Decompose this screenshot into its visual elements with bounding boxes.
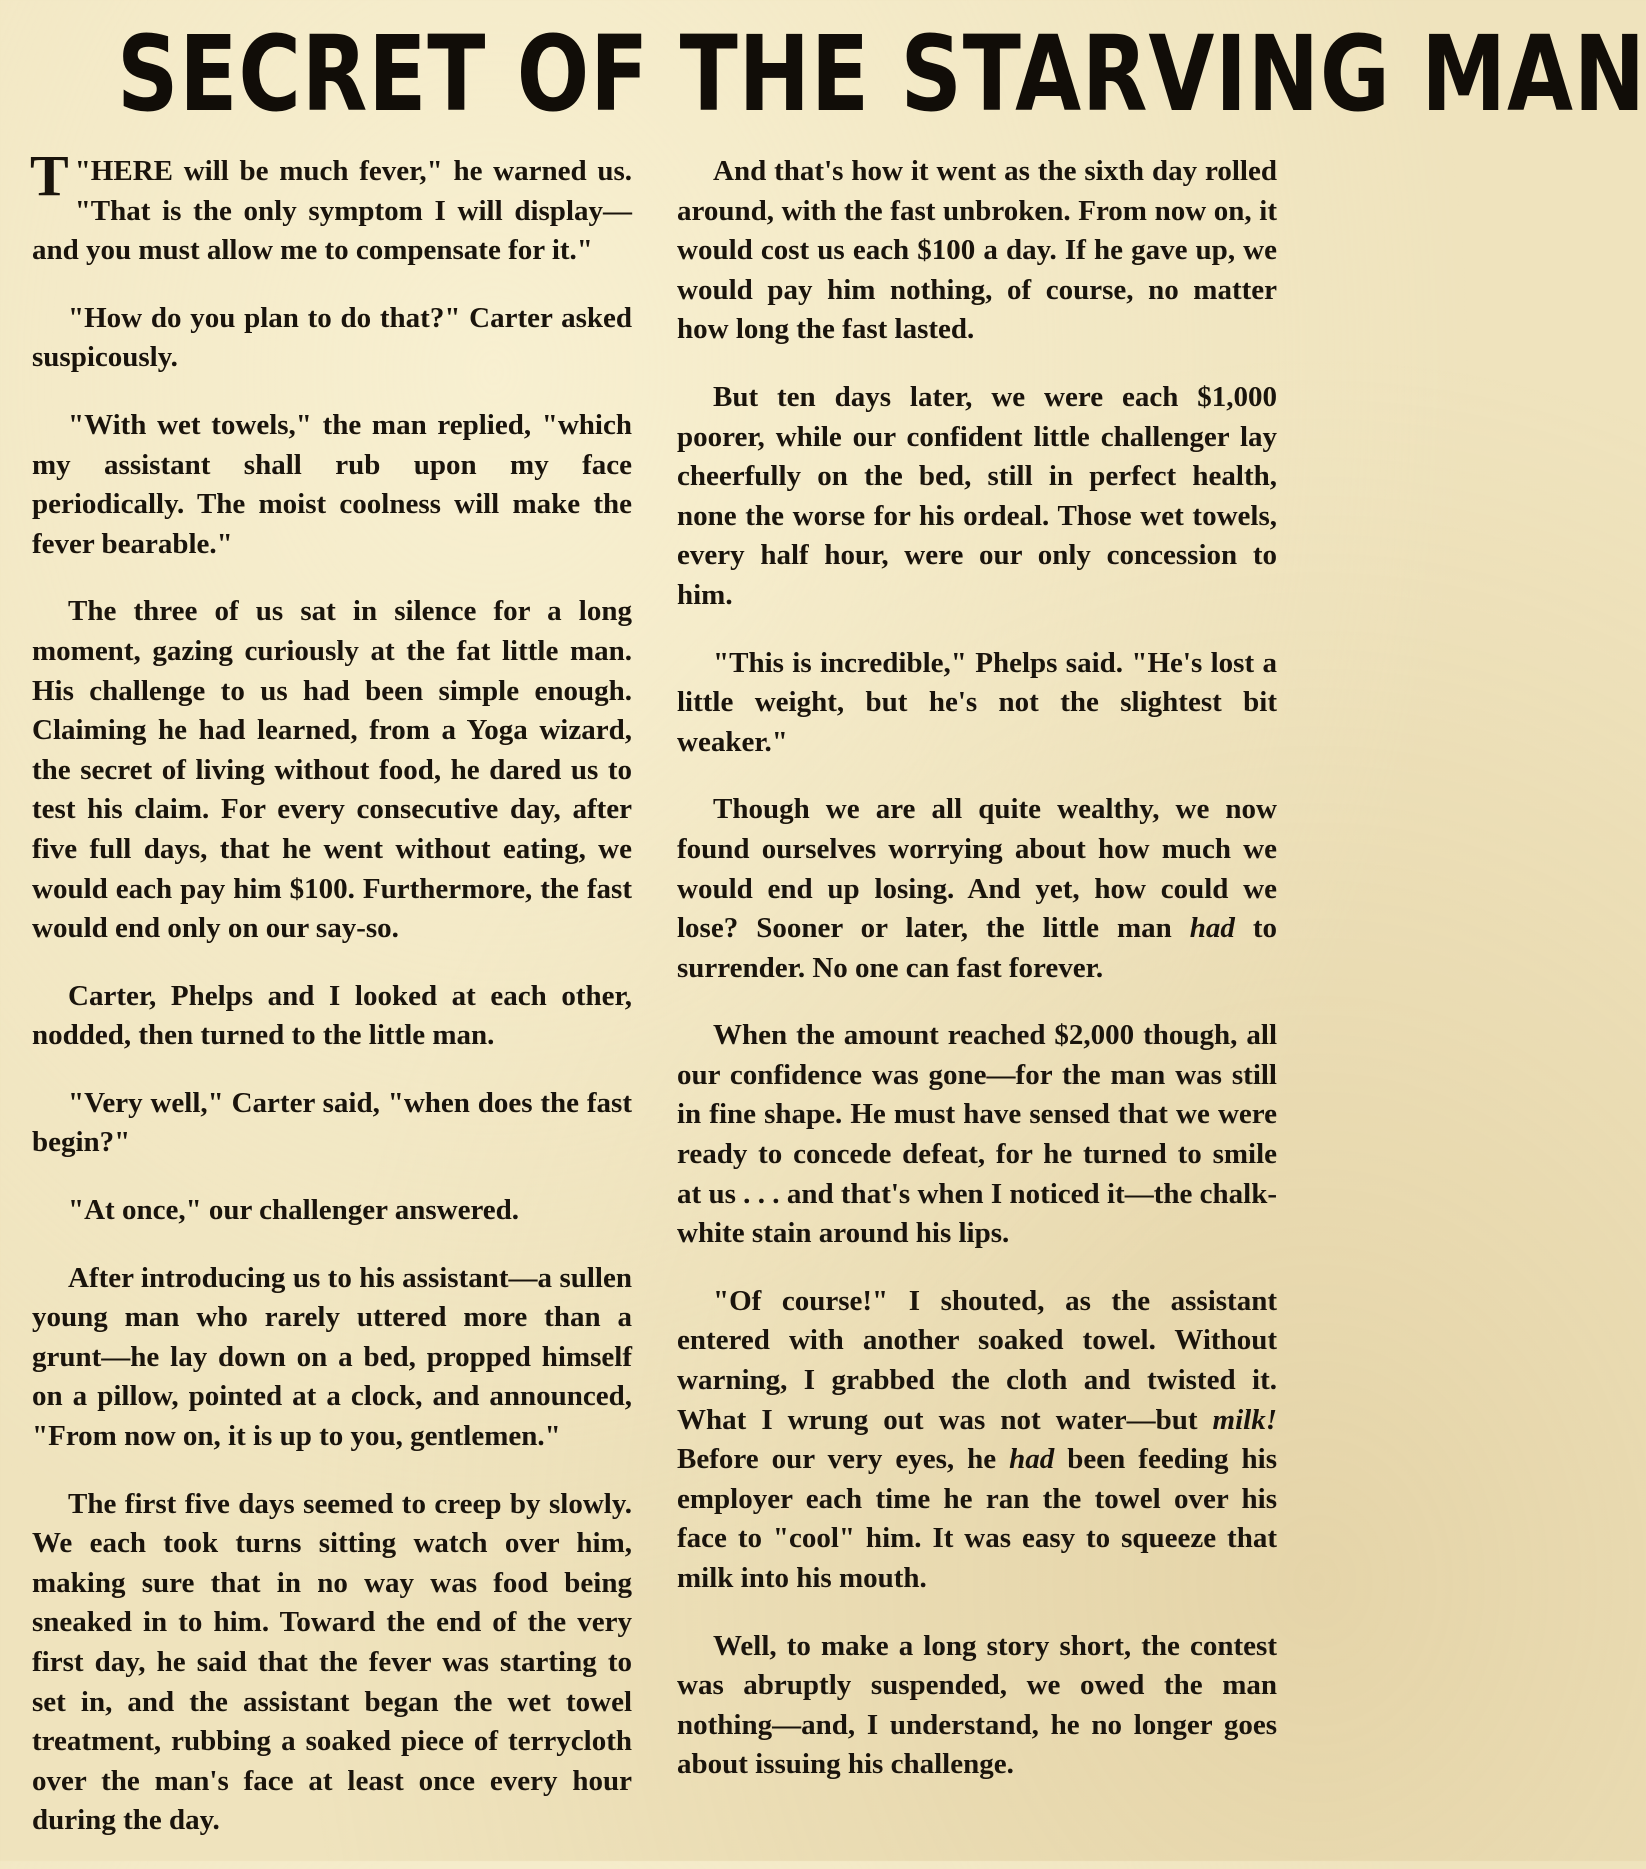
emphasis-text: had — [1189, 912, 1235, 945]
paragraph: "At once," our challenger answered. — [68, 1194, 520, 1227]
right-column — [677, 152, 1277, 1813]
paragraph: "How do you plan to do that?" Carter asked suspicously. — [32, 301, 632, 374]
emphasis-text: milk! — [1212, 1403, 1277, 1436]
emphasis-text: had — [1009, 1443, 1055, 1476]
paragraph: The first five days seemed to creep by slowly. We each took turns sitting watch over him, making sure that in no way was food being sneaked in to him. Toward the end of the very first day, he said that the fever was starting to set in, and the assistant began the wet towel treatment, rubbing a soaked piece of terrycloth over the man's face at least once every hour during the day. — [32, 1487, 632, 1837]
paragraph-text: "Of course!" I shouted, as the assistant entered with another soaked towel. Without warning, I grabbed the cloth and twisted it. What I wrung out was not water—but — [677, 1284, 1277, 1436]
paragraph: Carter, Phelps and I looked at each other, nodded, then turned to the little man. — [32, 979, 632, 1052]
paragraph: "With wet towels," the man replied, "which my assistant shall rub upon my face periodically. The moist coolness will make the fever bearable." — [32, 408, 632, 560]
paragraph-text: Before our very eyes, he — [677, 1443, 1010, 1476]
paragraph: Well, to make a long story short, the contest was abruptly suspended, we owed the man nothing—and, I understand, he no longer goes about issuing his challenge. — [677, 1629, 1277, 1781]
paragraph: When the amount reached $2,000 though, all our confidence was gone—for the man was still in fine shape. He must have sensed that we were ready to concede defeat, for he turned to smile at us . . . and that's when I noticed it—the chalk-white stain around his lips. — [677, 1019, 1277, 1250]
paragraph: "Very well," Carter said, "when does the fast begin?" — [32, 1086, 632, 1159]
paragraph — [30, 143, 632, 271]
paragraph — [677, 790, 1277, 988]
paragraph-text: HERE will be much fever," he warned us. "That is the only symptom I will display—and you must allow me to compensate for it." — [32, 155, 632, 267]
paragraph-text: to surrender. No one can fast forever. — [677, 912, 1277, 984]
paragraph-text: been feeding his employer each time he ran the towel over his face to "cool" him. It was easy to squeeze that milk into his mouth. — [677, 1443, 1277, 1594]
paragraph: And that's how it went as the sixth day rolled around, with the fast unbroken. From now on, it would cost us each $100 a day. If he gave up, we would pay him nothing, of course, no matter how long the fast lasted. — [677, 155, 1277, 346]
opening-quote: " — [74, 155, 91, 187]
paragraph: The three of us sat in silence for a long moment, gazing curiously at the fat little man. His challenge to us had been simple enough. Claiming he had learned, from a Yoga wizard, the secret of living without food, he dared us to test his claim. For every consecutive day, after five full days, that he went without eating, we would each pay him $100. Furthermore, the fast would end only on our say-so. — [32, 595, 632, 945]
paragraph: But ten days later, we were each $1,000 poorer, while our confident little challenger lay cheerfully on the bed, still in perfect health, none the worse for his ordeal. Those wet towels, every half hour, were our only concession to him. — [677, 380, 1277, 611]
paragraph: After introducing us to his assistant—a sullen young man who rarely uttered more than a grunt—he lay down on a bed, propped himself on a pillow, pointed at a clock, and announced, "From now on, it is up to you, gentlemen." — [32, 1261, 632, 1453]
paragraph: "This is incredible," Phelps said. "He's lost a little weight, but he's not the slightest bit weaker." — [677, 646, 1277, 758]
left-column — [30, 143, 632, 1869]
paragraph-text: Though we are all quite wealthy, we now found ourselves worrying about how much we would end up losing. And yet, how could we lose? Sooner or later, the little man — [677, 793, 1277, 945]
paragraph — [677, 1282, 1277, 1599]
drop-cap: T — [30, 143, 69, 208]
page-title: SECRET OF THE STARVING MAN — [117, 13, 1646, 135]
